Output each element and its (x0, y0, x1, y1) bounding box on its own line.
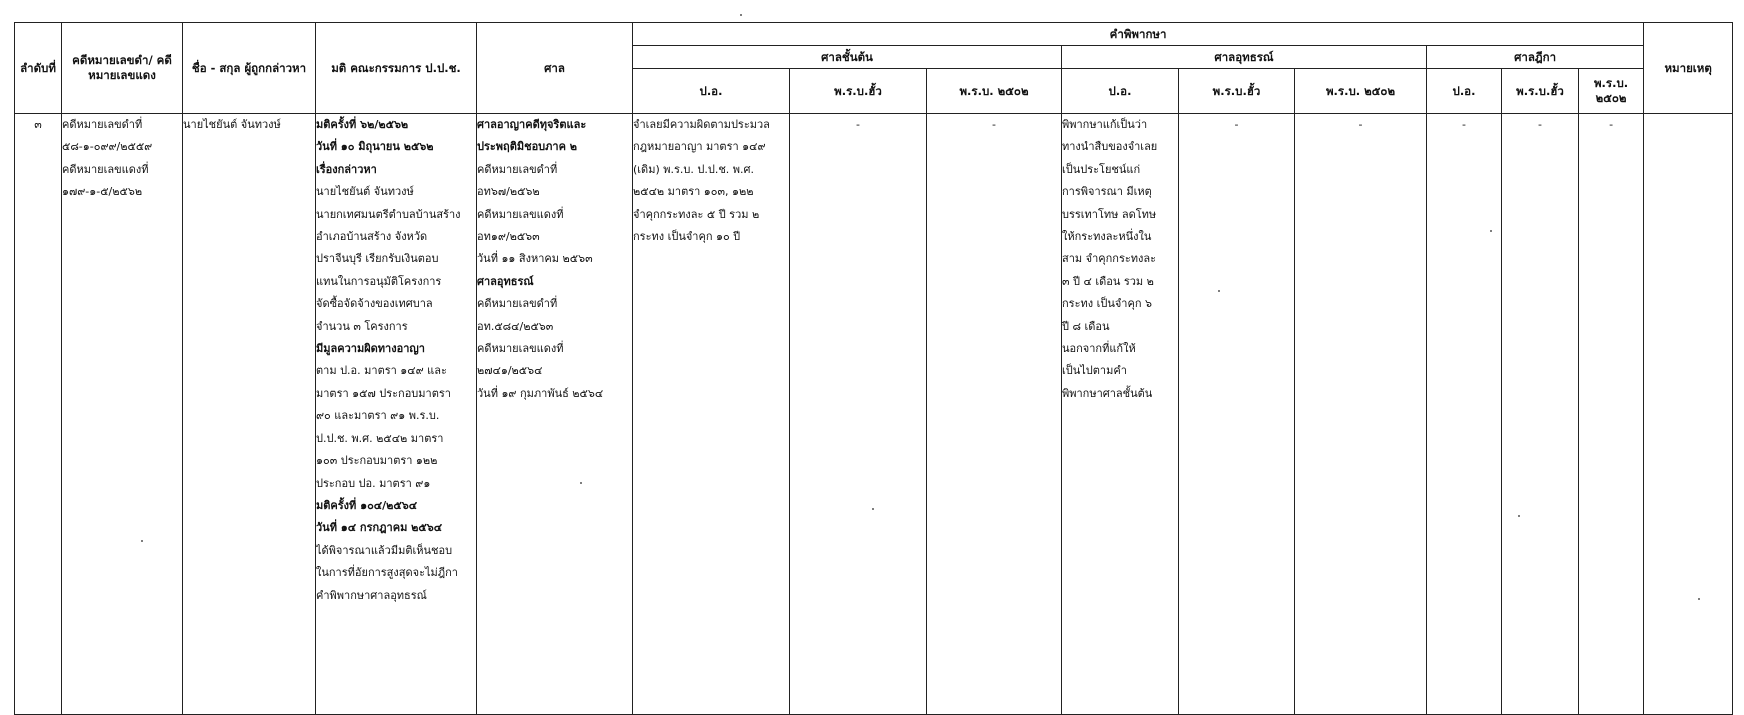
cell-supreme-prb-old: - (1502, 114, 1579, 715)
header-appeal-po: ป.อ. (1062, 69, 1179, 114)
text-line: กระทง เป็นจำคุก ๖ (1062, 297, 1152, 311)
header-seq: ลำดับที่ (15, 23, 62, 114)
header-supreme-po: ป.อ. (1427, 69, 1502, 114)
text-line: ๕๘-๑-๐๙๙/๒๕๕๙ (62, 140, 153, 154)
header-court-supreme: ศาลฎีกา (1427, 46, 1644, 69)
header-first-prb-old: พ.ร.บ.ฮั้ว (790, 69, 927, 114)
header-first-po: ป.อ. (633, 69, 790, 114)
text-line: ปี ๘ เดือน (1062, 319, 1110, 333)
cell-seq: ๓ (15, 114, 62, 715)
text-line: คดีหมายเลขดำที่ (477, 297, 558, 311)
header-case-number: คดีหมายเลขดำ/ คดีหมายเลขแดง (62, 23, 183, 114)
cell-appeal-po (1062, 114, 1179, 715)
text-line: ในการที่อัยการสูงสุดจะไม่ฎีกา (316, 566, 458, 580)
header-court: ศาล (477, 23, 633, 114)
text-line: คดีหมายเลขดำที่ (62, 118, 143, 131)
header-supreme-prb-2502: พ.ร.บ. ๒๕๐๒ (1579, 69, 1644, 114)
header-accused-name: ชื่อ - สกุล ผู้ถูกกล่าวหา (183, 23, 316, 114)
text-line: พิพากษาศาลชั้นต้น (1062, 386, 1153, 400)
scan-speck (1518, 515, 1520, 517)
scan-speck (580, 482, 582, 484)
header-first-prb-2502: พ.ร.บ. ๒๕๐๒ (927, 69, 1062, 114)
text-line: คดีหมายเลขแดงที่ (477, 342, 564, 356)
cell-resolution (316, 114, 477, 715)
text-line: อำเภอบ้านสร้าง จังหวัด (316, 230, 428, 244)
cell-first-prb-old: - (790, 114, 927, 715)
text-line: มติครั้งที่ ๖๒/๒๕๖๒ (316, 118, 409, 131)
scan-speck (1218, 290, 1220, 292)
scan-speck (872, 508, 874, 510)
text-line: กระทง เป็นจำคุก ๑๐ ปี (633, 230, 741, 244)
text-line: มติครั้งที่ ๑๐๔/๒๕๖๔ (316, 498, 418, 512)
scan-speck (1490, 230, 1492, 232)
cell-appeal-prb-old: - (1179, 114, 1295, 715)
text-line: สาม จำคุกกระทงละ (1062, 252, 1157, 266)
text-line: เป็นไปตามคำ (1062, 364, 1127, 378)
text-line: ศาลอาญาคดีทุจริตและ (477, 118, 587, 131)
table-row (15, 114, 1733, 715)
text-line: จำนวน ๓ โครงการ (316, 319, 408, 333)
header-appeal-prb-2502: พ.ร.บ. ๒๕๐๒ (1295, 69, 1427, 114)
text-line: บรรเทาโทษ ลดโทษ (1062, 207, 1157, 221)
header-court-first-instance: ศาลชั้นต้น (633, 46, 1062, 69)
header-supreme-prb-old: พ.ร.บ.ฮั้ว (1502, 69, 1579, 114)
text-line: ศาลอุทธรณ์ (477, 274, 534, 288)
text-line: ตาม ป.อ. มาตรา ๑๔๙ และ (316, 364, 447, 378)
text-line: การพิจารณา มีเหตุ (1062, 185, 1152, 199)
text-line: คดีหมายเลขดำที่ (477, 162, 558, 176)
text-line: ทางนำสืบของจำเลย (1062, 140, 1158, 154)
text-line: ๒๕๔๒ มาตรา ๑๐๓, ๑๒๒ (633, 185, 754, 199)
text-line: จำคุกกระทงละ ๕ ปี รวม ๒ (633, 207, 760, 221)
text-line: ๓ ปี ๔ เดือน รวม ๒ (1062, 274, 1154, 288)
text-line: วันที่ ๑๔ กรกฎาคม ๒๕๖๔ (316, 521, 443, 535)
cell-first-po (633, 114, 790, 715)
text-line: (เดิม) พ.ร.บ. ป.ป.ช. พ.ศ. (633, 162, 755, 176)
text-line: เป็นประโยชน์แก่ (1062, 162, 1141, 176)
text-line: ๑๐๓ ประกอบมาตรา ๑๒๒ (316, 454, 438, 468)
text-line: นายไชยันต์ จันทวงษ์ (316, 185, 414, 199)
cell-supreme-prb-2502: - (1579, 114, 1644, 715)
header-resolution: มติ คณะกรรมการ ป.ป.ช. (316, 23, 477, 114)
text-line: นายกเทศมนตรีตำบลบ้านสร้าง (316, 207, 461, 221)
cell-first-prb-2502: - (927, 114, 1062, 715)
text-line: ให้กระทงละหนึ่งใน (1062, 230, 1152, 244)
cell-supreme-po: - (1427, 114, 1502, 715)
text-line: ๑๗๙-๑-๕/๒๕๖๒ (62, 185, 143, 199)
header-judgment: คำพิพากษา (633, 23, 1644, 46)
text-line: จำเลยมีความผิดตามประมวล (633, 118, 770, 131)
text-line: กฎหมายอาญา มาตรา ๑๔๙ (633, 140, 766, 154)
scan-speck (740, 14, 742, 16)
scan-speck (141, 540, 143, 542)
header-remarks: หมายเหตุ (1644, 23, 1733, 114)
text-line: คดีหมายเลขแดงที่ (477, 207, 564, 221)
cell-accused-name: นายไชยันต์ จันทวงษ์ (183, 114, 316, 715)
text-line: จัดซื้อจัดจ้างของเทศบาล (316, 297, 433, 311)
text-line: อท๖๗/๒๕๖๒ (477, 185, 540, 199)
cell-remarks (1644, 114, 1733, 715)
case-table (14, 22, 1733, 715)
header-appeal-prb-old: พ.ร.บ.ฮั้ว (1179, 69, 1295, 114)
text-line: ประพฤติมิชอบภาค ๒ (477, 140, 578, 154)
cell-court (477, 114, 633, 715)
text-line: ปราจีนบุรี เรียกรับเงินตอบ (316, 252, 439, 266)
text-line: ๒๗๔๑/๒๕๖๔ (477, 364, 543, 378)
text-line: ๙๐ และมาตรา ๙๑ พ.ร.บ. (316, 409, 440, 423)
text-line: อท๑๙/๒๕๖๓ (477, 230, 540, 244)
text-line: มีมูลความผิดทางอาญา (316, 342, 425, 356)
text-line: วันที่ ๑๑ สิงหาคม ๒๕๖๓ (477, 252, 593, 266)
text-line: เรื่องกล่าวหา (316, 162, 377, 176)
text-line: นอกจากที่แก้ให้ (1062, 342, 1136, 356)
text-line: พิพากษาแก้เป็นว่า (1062, 118, 1148, 131)
text-line: คดีหมายเลขแดงที่ (62, 162, 149, 176)
text-line: อท.๕๘๔/๒๕๖๓ (477, 319, 554, 333)
cell-appeal-prb-2502: - (1295, 114, 1427, 715)
text-line: แทนในการอนุมัติโครงการ (316, 274, 442, 288)
text-line: ได้พิจารณาแล้วมีมติเห็นชอบ (316, 543, 453, 557)
text-line: มาตรา ๑๕๗ ประกอบมาตรา (316, 386, 451, 400)
cell-case-number (62, 114, 183, 715)
text-line: ป.ป.ช. พ.ศ. ๒๕๔๒ มาตรา (316, 431, 444, 445)
text-line: ประกอบ ปอ. มาตรา ๙๑ (316, 476, 431, 490)
text-line: วันที่ ๑๙ กุมภาพันธ์ ๒๕๖๔ (477, 386, 604, 400)
scan-speck (1698, 598, 1700, 600)
header-court-appeal: ศาลอุทธรณ์ (1062, 46, 1427, 69)
text-line: คำพิพากษาศาลอุทธรณ์ (316, 588, 427, 602)
text-line: วันที่ ๑๐ มิถุนายน ๒๕๖๒ (316, 140, 434, 154)
